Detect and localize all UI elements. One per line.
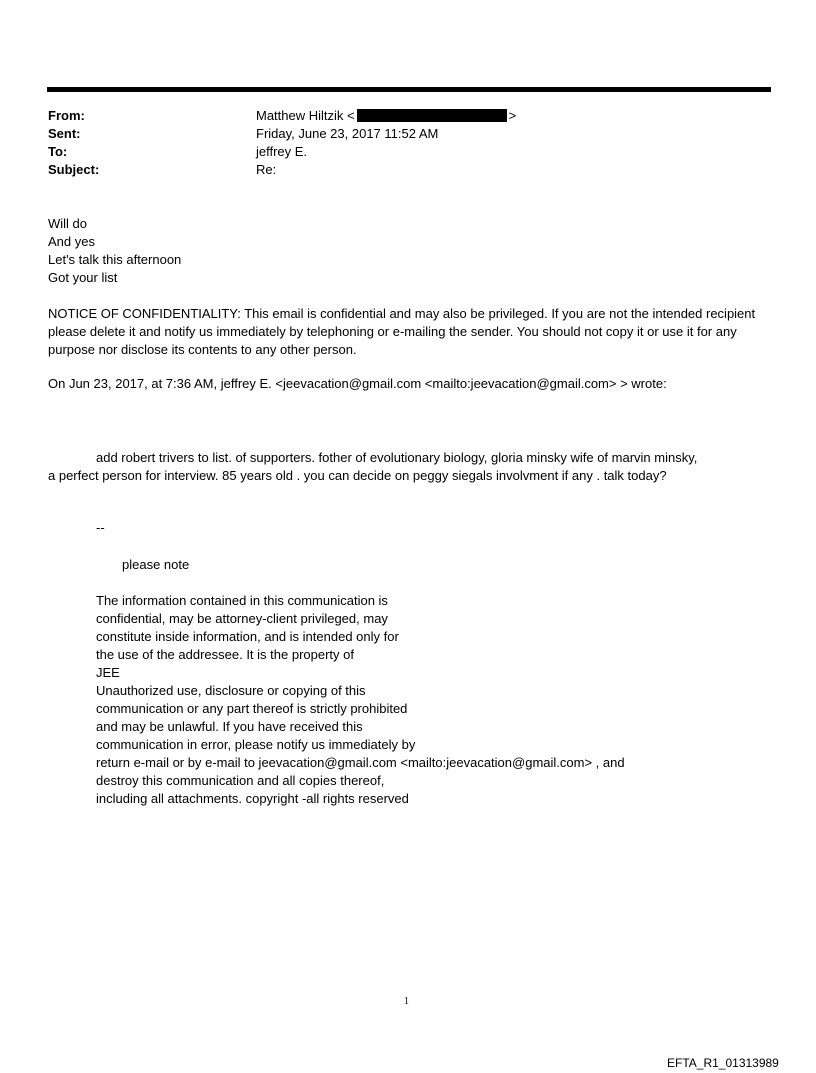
redaction-bar <box>357 109 507 122</box>
confidentiality-notice: NOTICE OF CONFIDENTIALITY: This email is confidential and may also be privileged. If you are not the intended recipient please delete it and notify us immediately by telephoning or e-mailing the sender. You should not copy it or use it for any purpose nor disclose its contents to any other person. <box>48 306 756 357</box>
body-line: Got your list <box>48 270 118 285</box>
quote-intro: On Jun 23, 2017, at 7:36 AM, jeffrey E. <jeevacation@gmail.com <mailto:jeevacation@gmail.com> > wrote: <box>48 376 667 391</box>
from-name: Matthew Hiltzik < <box>256 108 355 123</box>
disclaimer-line: confidential, may be attorney-client privileged, may <box>96 611 388 626</box>
header-rule <box>47 87 771 92</box>
disclaimer-line: Unauthorized use, disclosure or copying of this <box>96 683 366 698</box>
body-line: Will do <box>48 216 88 231</box>
from-close: > <box>508 108 517 123</box>
to-label: To: <box>48 144 68 159</box>
disclaimer-line: JEE <box>96 665 120 680</box>
body-line: Let's talk this afternoon <box>48 252 182 267</box>
from-value <box>256 108 516 123</box>
disclaimer-line: The information contained in this communication is <box>96 593 388 608</box>
disclaimer-line: including all attachments. copyright -all rights reserved <box>96 791 409 806</box>
please-note: please note <box>122 557 190 572</box>
page-number: 1 <box>404 996 409 1007</box>
sent-value: Friday, June 23, 2017 11:52 AM <box>256 126 439 141</box>
quoted-line: add robert trivers to list. of supporters. fother of evolutionary biology, gloria minsky wife of marvin minsky, <box>96 450 698 465</box>
signature-dashes: -- <box>96 520 105 535</box>
subject-value: Re: <box>256 162 277 177</box>
to-value: jeffrey E. <box>256 144 308 159</box>
disclaimer-line: the use of the addressee. It is the property of <box>96 647 354 662</box>
disclaimer-line: return e-mail or by e-mail to jeevacation@gmail.com <mailto:jeevacation@gmail.com> , and <box>96 755 625 770</box>
disclaimer-line: communication in error, please notify us immediately by <box>96 737 416 752</box>
from-label: From: <box>48 108 85 123</box>
disclaimer-line: destroy this communication and all copies thereof, <box>96 773 385 788</box>
body-line: And yes <box>48 234 95 249</box>
disclaimer-line: communication or any part thereof is strictly prohibited <box>96 701 408 716</box>
quoted-line: a perfect person for interview. 85 years old . you can decide on peggy siegals involvment if any . talk today? <box>48 468 667 483</box>
disclaimer-line: constitute inside information, and is intended only for <box>96 629 399 644</box>
document-id: EFTA_R1_01313989 <box>667 1056 779 1070</box>
subject-label: Subject: <box>48 162 100 177</box>
disclaimer-line: and may be unlawful. If you have received this <box>96 719 363 734</box>
sent-label: Sent: <box>48 126 81 141</box>
